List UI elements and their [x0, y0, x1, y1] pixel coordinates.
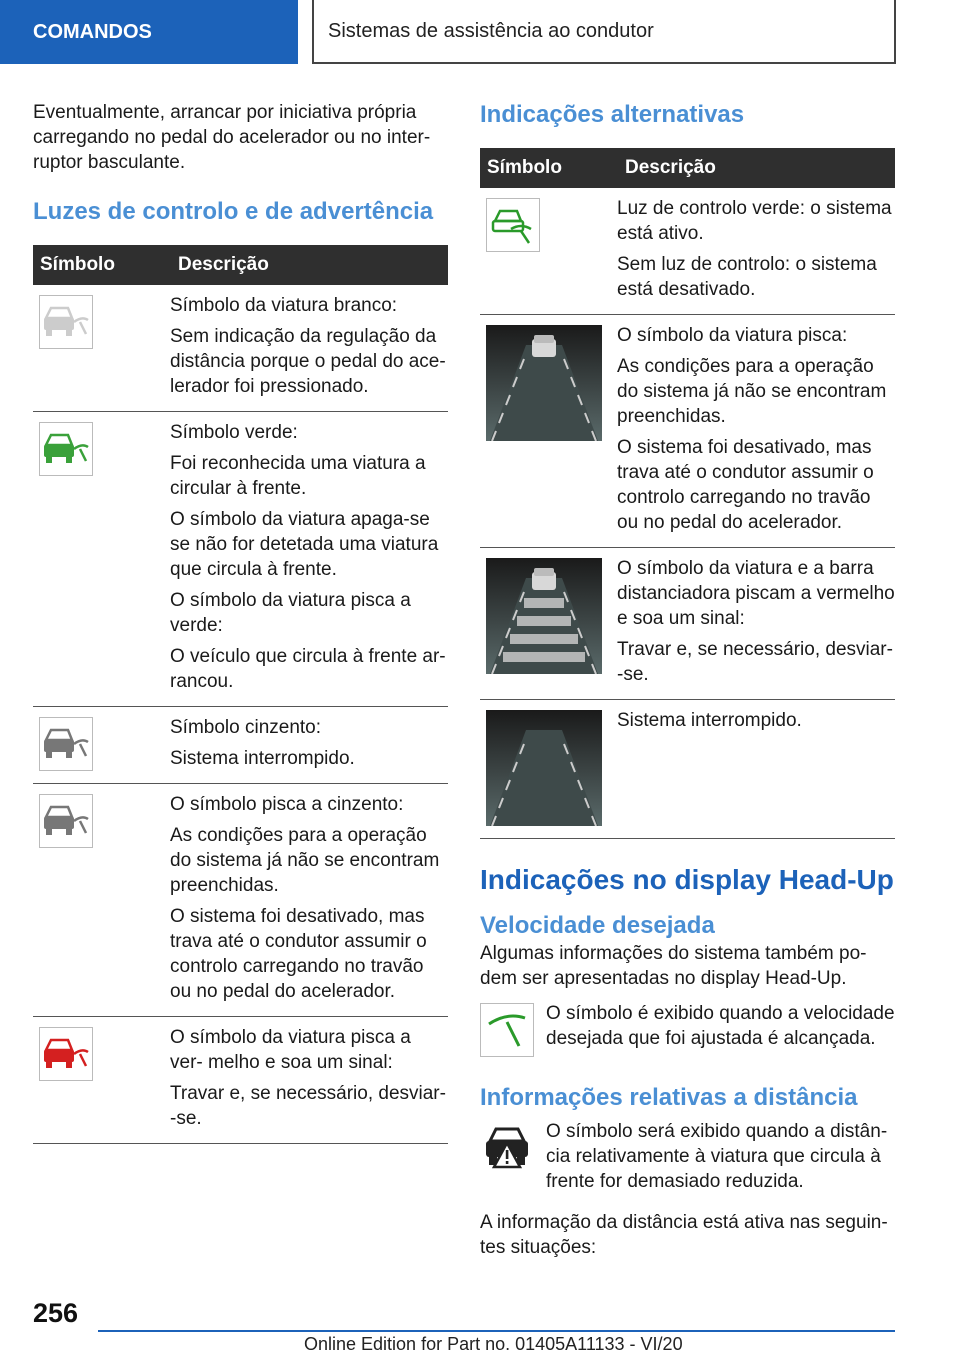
distance-info-text: A informação da distância está ativa nas seguin- tes situações: — [480, 1212, 888, 1258]
description-cell — [164, 285, 448, 412]
distance-symbol-row — [480, 1119, 895, 1194]
table-row — [33, 707, 448, 784]
car-distance-green-icon — [39, 422, 93, 476]
section-tab[interactable]: COMANDOS — [0, 0, 298, 64]
description-cell — [611, 700, 895, 839]
desired-speed-heading: Velocidade desejada — [480, 912, 715, 939]
road-display-car-bars-icon — [486, 558, 602, 674]
description-line: Símbolo cinzento: — [170, 717, 322, 738]
description-line: Símbolo da viatura branco: — [170, 295, 398, 316]
col-desc-header: Descrição — [164, 245, 448, 285]
chapter-title: Sistemas de assistência ao condutor — [312, 0, 896, 64]
symbol-cell — [33, 1017, 164, 1144]
hud-heading: Indicações no display Head-Up — [480, 864, 894, 895]
table-row — [480, 188, 895, 315]
description-line: As condições para a operação do sistema já não se encontram preenchidas. — [617, 356, 887, 427]
table-row — [33, 412, 448, 707]
description-cell — [164, 412, 448, 707]
description-line: Foi reconhecida uma viatura a circular à frente. — [170, 453, 426, 499]
car-distance-grey-flashing-icon — [39, 794, 93, 848]
description-line: O símbolo da viatura pisca a ver- melho e soa um sinal: — [170, 1027, 411, 1073]
description-line: O símbolo pisca a cinzento: — [170, 794, 404, 815]
symbol-cell — [480, 315, 611, 548]
intro-paragraph: Eventualmente, arrancar por iniciativa própria carregando no pedal do acelerador ou no inter- ruptor basculante. — [33, 102, 431, 173]
car-distance-white-icon — [39, 295, 93, 349]
symbol-cell — [480, 548, 611, 700]
description-cell — [164, 1017, 448, 1144]
description-line: Sem indicação da regulação da distância porque o pedal do ace- lerador foi pressionado. — [170, 326, 446, 397]
description-cell — [164, 707, 448, 784]
desired-speed-text: Algumas informações do sistema também po- dem ser apresentadas no display Head-Up. — [480, 943, 867, 989]
table-row — [33, 1017, 448, 1144]
description-cell — [611, 188, 895, 315]
symbol-cell — [33, 784, 164, 1017]
table-row — [33, 285, 448, 412]
description-line: As condições para a operação do sistema já não se encontram preenchidas. — [170, 825, 440, 896]
description-line: O símbolo da viatura pisca: — [617, 325, 848, 346]
description-cell — [164, 784, 448, 1017]
control-lights-heading: Luzes de controlo e de advertência — [33, 198, 434, 225]
description-line: Travar e, se necessário, desviar- -se. — [617, 639, 893, 685]
alt-indications-table — [480, 148, 895, 839]
description-line: O sistema foi desativado, mas trava até o condutor assumir o controlo carregando no travão ou no pedal do acelerador. — [617, 437, 874, 533]
symbol-cell — [33, 285, 164, 412]
table-row — [33, 784, 448, 1017]
symbol-cell — [480, 700, 611, 839]
description-line: O veículo que circula à frente ar- rancou. — [170, 646, 446, 692]
table-row — [480, 548, 895, 700]
alt-indications-heading: Indicações alternativas — [480, 101, 745, 128]
description-cell — [611, 548, 895, 700]
footer-rule — [98, 1330, 895, 1332]
col-desc-header: Descrição — [611, 148, 895, 188]
description-line: O símbolo da viatura apaga-se se não for detetada uma viatura que circula à frente. — [170, 509, 439, 580]
road-display-empty-icon — [486, 710, 602, 826]
description-line: O símbolo da viatura e a barra distanciadora piscam a vermelho e soa um sinal: — [617, 558, 895, 629]
table-row — [480, 700, 895, 839]
distance-symbol-text: O símbolo será exibido quando a distân- cia relativamente à viatura que circula à frente for demasiado reduzida. — [546, 1121, 888, 1192]
distance-warning-icon — [480, 1119, 534, 1173]
description-line: Sistema interrompido. — [617, 710, 802, 731]
desired-speed-symbol-text: O símbolo é exibido quando a velocidade desejada que foi ajustada é alcançada. — [546, 1003, 895, 1049]
description-line: O símbolo da viatura pisca a verde: — [170, 590, 411, 636]
control-lights-table — [33, 245, 448, 1144]
speed-reached-icon — [480, 1003, 534, 1057]
distance-info-heading: Informações relativas a distância — [480, 1084, 858, 1111]
table-row — [480, 315, 895, 548]
description-line: Travar e, se necessário, desviar- -se. — [170, 1083, 446, 1129]
car-distance-grey-icon — [39, 717, 93, 771]
symbol-cell — [33, 707, 164, 784]
page-number: 256 — [33, 1298, 79, 1328]
car-distance-red-icon — [39, 1027, 93, 1081]
symbol-cell — [33, 412, 164, 707]
description-cell — [611, 315, 895, 548]
road-display-car-icon — [486, 325, 602, 441]
description-line: Sistema interrompido. — [170, 748, 355, 769]
description-line: Símbolo verde: — [170, 422, 298, 443]
edition-note: Online Edition for Part no. 01405A11133 - VI/20 — [304, 1334, 683, 1354]
col-symbol-header: Símbolo — [33, 245, 164, 285]
description-line: Sem luz de controlo: o sistema está desativado. — [617, 254, 877, 300]
description-line: Luz de controlo verde: o sistema está ativo. — [617, 198, 892, 244]
right-column — [480, 100, 895, 1260]
speedo-green-icon — [486, 198, 540, 252]
description-line: O sistema foi desativado, mas trava até o condutor assumir o controlo carregando no travão ou no pedal do acelerador. — [170, 906, 427, 1002]
desired-speed-symbol-row — [480, 1001, 895, 1057]
symbol-cell — [480, 188, 611, 315]
left-column — [33, 100, 448, 1144]
col-symbol-header: Símbolo — [480, 148, 611, 188]
